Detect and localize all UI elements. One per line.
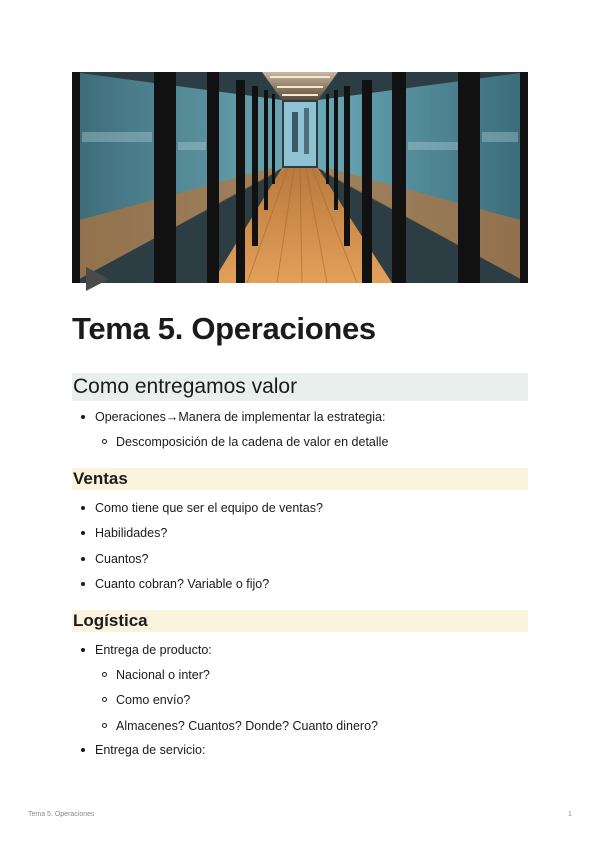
play-icon	[84, 266, 110, 292]
bullet-icon	[81, 506, 85, 510]
bullet-icon	[102, 697, 107, 702]
section-heading-logistica: Logística	[72, 610, 528, 632]
footer-title: Tema 5. Operaciones	[28, 811, 95, 818]
page-title: Tema 5. Operaciones	[72, 311, 376, 346]
bullet-icon	[102, 439, 107, 444]
bullet-icon	[81, 415, 85, 419]
page-number: 1	[568, 811, 572, 818]
bullet-icon	[81, 582, 85, 586]
bullet-icon	[102, 672, 107, 677]
section-heading-como-entregamos-valor: Como entregamos valor	[72, 373, 528, 401]
bullet-icon	[81, 648, 85, 652]
bullet-icon	[81, 557, 85, 561]
section-heading-ventas: Ventas	[72, 468, 528, 490]
bullet-icon	[102, 723, 107, 728]
bullet-icon	[81, 748, 85, 752]
bullet-icon	[81, 531, 85, 535]
cover-image	[72, 72, 528, 283]
